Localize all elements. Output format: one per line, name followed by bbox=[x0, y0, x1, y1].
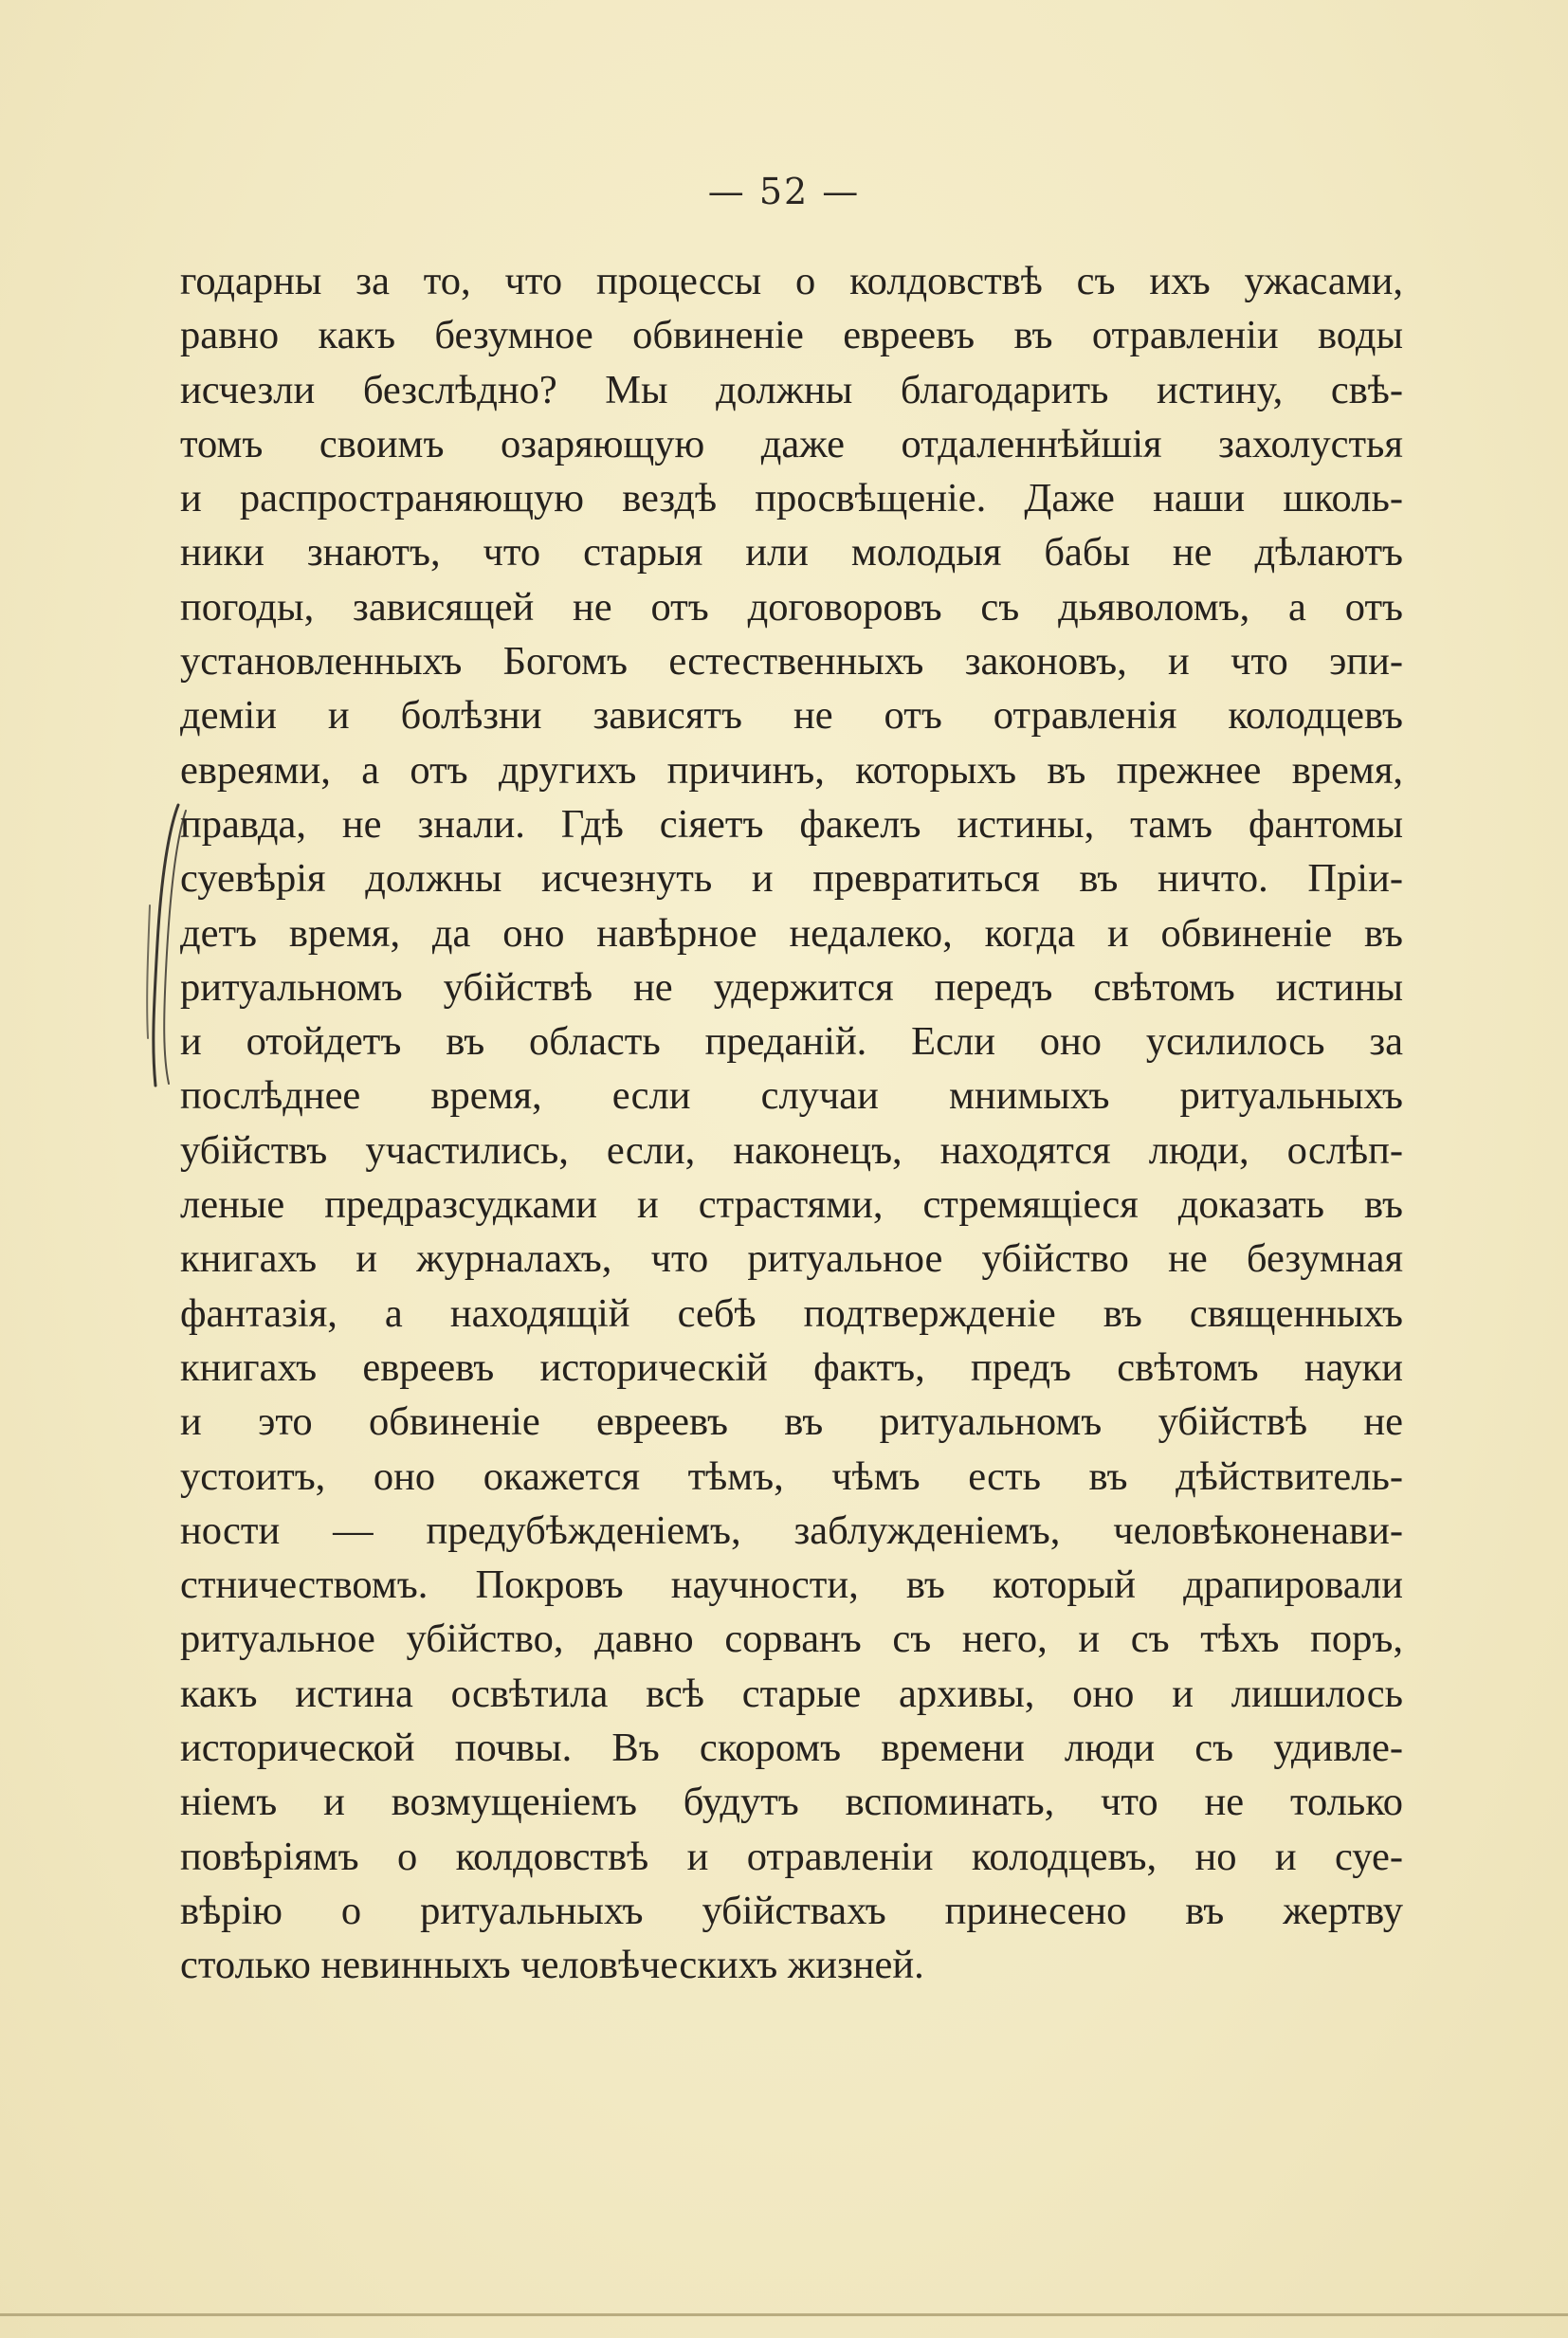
text-line: устоитъ, оно окажется тѣмъ, чѣмъ есть въ дѣйствитель- bbox=[180, 1453, 1403, 1499]
text-line: правда, не знали. Гдѣ сіяетъ факелъ истины, тамъ фантомы bbox=[180, 801, 1403, 847]
text-line: ритуальное убійство, давно сорванъ съ него, и съ тѣхъ поръ, bbox=[180, 1617, 1403, 1662]
text-line: исторической почвы. Въ скоромъ времени люди съ удивле- bbox=[180, 1726, 1403, 1771]
page-number: — 52 — bbox=[707, 171, 861, 212]
text-line: евреями, а отъ другихъ причинъ, которыхъ въ прежнее время, bbox=[180, 747, 1403, 793]
text-line: суевѣрія должны исчезнуть и превратиться въ ничто. Пріи- bbox=[180, 856, 1403, 902]
text-line: фантазія, а находящій себѣ подтвержденіе въ священныхъ bbox=[180, 1290, 1403, 1336]
text-line: томъ своимъ озаряющую даже отдаленнѣйшія захолустья bbox=[180, 421, 1403, 466]
text-line: книгахъ евреевъ историческій фактъ, предъ свѣтомъ науки bbox=[180, 1344, 1403, 1390]
text-line: повѣріямъ о колдовствѣ и отравленіи колодцевъ, но и суе- bbox=[180, 1834, 1403, 1879]
text-line: стничествомъ. Покровъ научности, въ который драпировали bbox=[180, 1562, 1403, 1608]
text-line: ности — предубѣжденіемъ, заблужденіемъ, человѣконенави- bbox=[180, 1507, 1403, 1553]
text-line: какъ истина освѣтила всѣ старые архивы, оно и лишилось bbox=[180, 1671, 1403, 1716]
text-line: книгахъ и журналахъ, что ритуальное убійство не безумная bbox=[180, 1236, 1403, 1282]
text-line: столько невинныхъ человѣческихъ жизней. bbox=[180, 1943, 924, 1988]
text-line: исчезли безслѣдно? Мы должны благодарить истину, свѣ- bbox=[180, 367, 1403, 412]
text-line: и отойдетъ въ область преданій. Если оно усилилось за bbox=[180, 1019, 1403, 1065]
text-line: и распространяющую вездѣ просвѣщеніе. Даже наши школь- bbox=[180, 476, 1403, 521]
text-line: послѣднее время, если случаи мнимыхъ ритуальныхъ bbox=[180, 1073, 1403, 1119]
text-line: детъ время, да оно навѣрное недалеко, когда и обвиненіе въ bbox=[180, 910, 1403, 956]
text-line: годарны за то, что процессы о колдовствѣ съ ихъ ужасами, bbox=[180, 259, 1403, 303]
text-line: вѣрію о ритуальныхъ убійствахъ принесено въ жертву bbox=[180, 1888, 1403, 1933]
text-line: убійствъ участились, если, наконецъ, находятся люди, ослѣп- bbox=[180, 1127, 1403, 1173]
body-text bbox=[180, 254, 1403, 1993]
text-line: леные предразсудками и страстями, стремящіеся доказать въ bbox=[180, 1182, 1403, 1228]
text-line: ритуальномъ убійствѣ не удержится передъ свѣтомъ истины bbox=[180, 964, 1403, 1010]
text-line: равно какъ безумное обвиненіе евреевъ въ отравленіи воды bbox=[180, 313, 1403, 358]
text-line: ніемъ и возмущеніемъ будутъ вспоминать, что не только bbox=[180, 1780, 1403, 1825]
text-line: деміи и болѣзни зависятъ не отъ отравленія колодцевъ bbox=[180, 693, 1403, 739]
page-bottom-edge bbox=[0, 2313, 1568, 2316]
text-line: погоды, зависящей не отъ договоровъ съ дьяволомъ, а отъ bbox=[180, 584, 1403, 630]
text-line: установленныхъ Богомъ естественныхъ законовъ, и что эпи- bbox=[180, 639, 1403, 685]
text-line: ники знаютъ, что старыя или молодыя бабы не дѣлаютъ bbox=[180, 530, 1403, 575]
text-line: и это обвиненіе евреевъ въ ритуальномъ убійствѣ не bbox=[180, 1399, 1403, 1445]
